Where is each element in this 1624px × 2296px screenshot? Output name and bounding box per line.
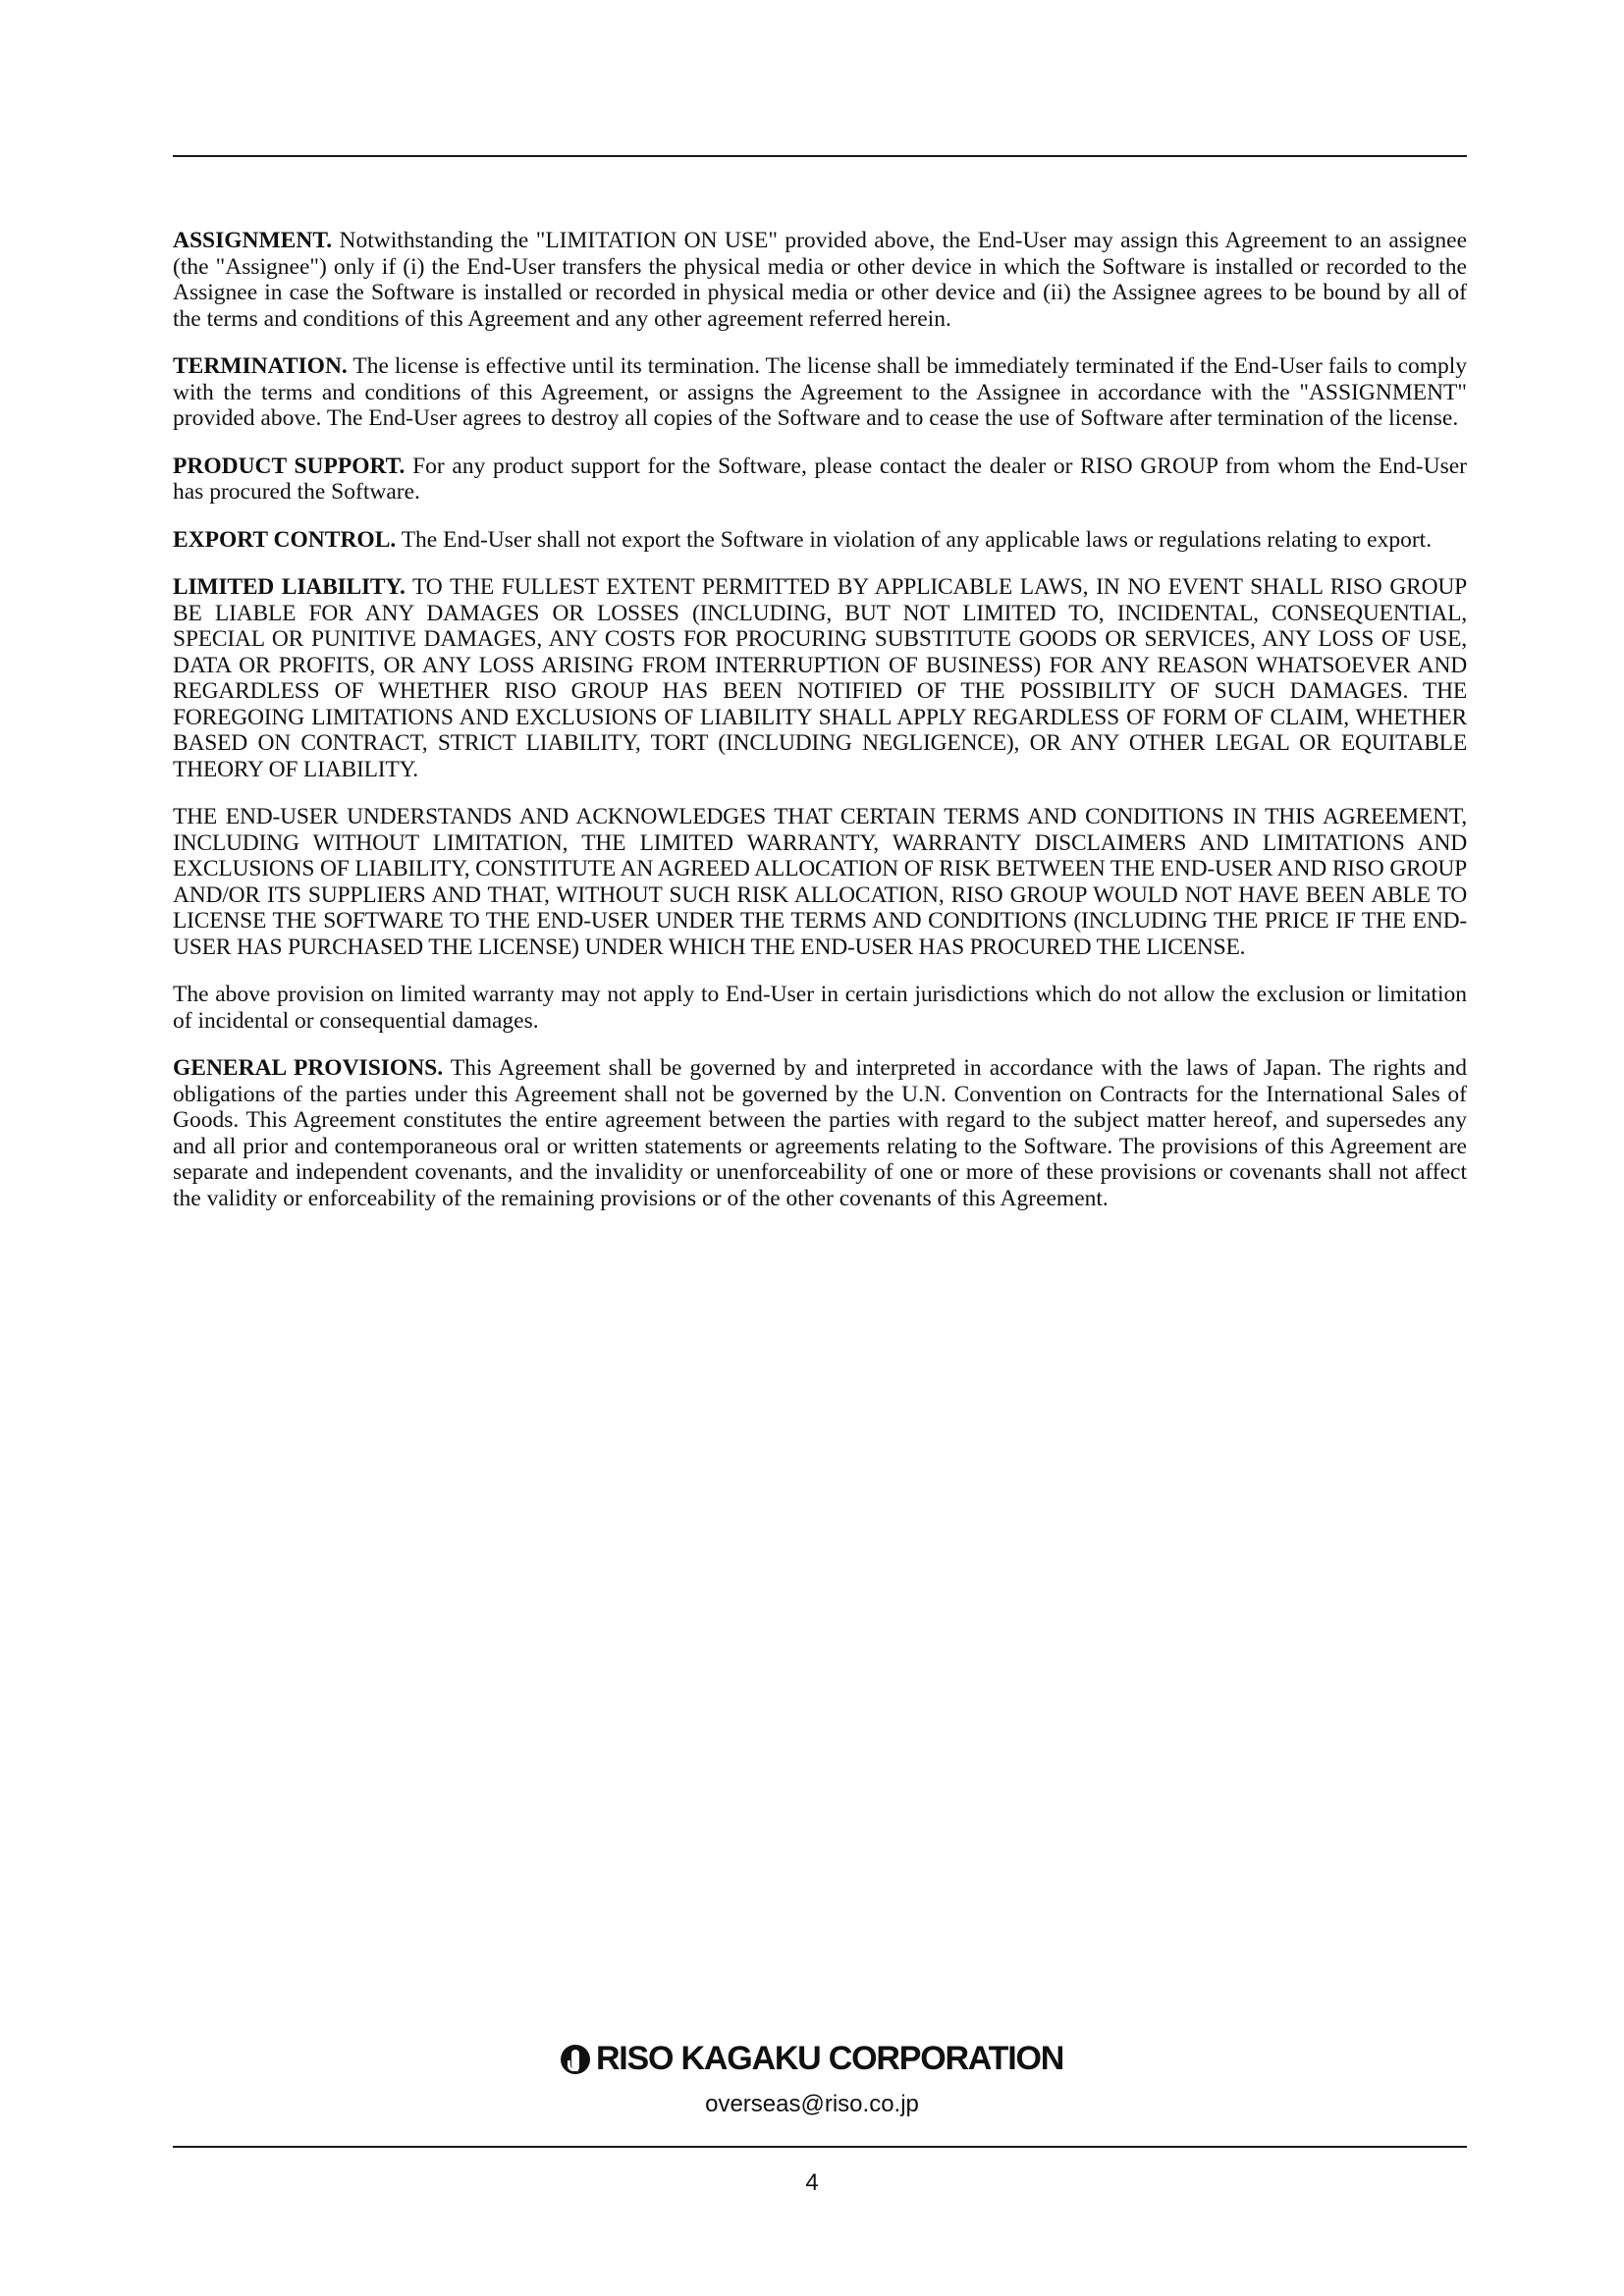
bottom-rule [173,2146,1467,2148]
page-number: 4 [805,2169,819,2196]
paragraph-heading: PRODUCT SUPPORT. [173,453,406,479]
paragraph-text: The above provision on limited warranty may not apply to End-User in certain jurisdictions which do not allow the exclusion or limitation of incidental or consequential damages. [173,982,1467,1034]
paragraph-heading: LIMITED LIABILITY. [173,574,406,600]
paragraph-text: Notwithstanding the "LIMITATION ON USE" provided above, the End-User may assign this Agreement to an assignee (the "Assignee") only if (i) the End-User transfers the physical media or other device in which the Software is installed or recorded to the Assignee in case the Software is installed or recorded in physical media or other device and (ii) the Assignee agrees to be bound by all of the terms and conditions of this Agreement and any other agreement referred herein. [173,228,1467,332]
paragraph-assignment [173,228,1467,332]
paragraph-text: THE END-USER UNDERSTANDS AND ACKNOWLEDGES THAT CERTAIN TERMS AND CONDITIONS IN THIS AGREEMENT, INCLUDING WITHOUT LIMITATION, THE LIMITED WARRANTY, WARRANTY DISCLAIMERS AND LIMITATIONS AND EXCLUSIONS OF LIABILITY, CONSTITUTE AN AGREED ALLOCATION OF RISK BETWEEN THE END-USER AND RISO GROUP AND/OR ITS SUPPLIERS AND THAT, WITHOUT SUCH RISK ALLOCATION, RISO GROUP WOULD NOT HAVE BEEN ABLE TO LICENSE THE SOFTWARE TO THE END-USER UNDER THE TERMS AND CONDITIONS (INCLUDING THE PRICE IF THE END-USER HAS PURCHASED THE LICENSE) UNDER WHICH THE END-USER HAS PROCURED THE LICENSE. [173,804,1467,960]
contact-email: overseas@riso.co.jp [705,2091,919,2117]
paragraph-text: TO THE FULLEST EXTENT PERMITTED BY APPLICABLE LAWS, IN NO EVENT SHALL RISO GROUP BE LIABLE FOR ANY DAMAGES OR LOSSES (INCLUDING, BUT NOT LIMITED TO, INCIDENTAL, CONSEQUENTIAL, SPECIAL OR PUNITIVE DAMAGES, ANY COSTS FOR PROCURING SUBSTITUTE GOODS OR SERVICES, ANY LOSS OF USE, DATA OR PROFITS, OR ANY LOSS ARISING FROM INTERRUPTION OF BUSINESS) FOR ANY REASON WHATSOEVER AND REGARDLESS OF WHETHER RISO GROUP HAS BEEN NOTIFIED OF THE POSSIBILITY OF SUCH DAMAGES. THE FOREGOING LIMITATIONS AND EXCLUSIONS OF LIABILITY SHALL APPLY REGARDLESS OF FORM OF CLAIM, WHETHER BASED ON CONTRACT, STRICT LIABILITY, TORT (INCLUDING NEGLIGENCE), OR ANY OTHER LEGAL OR EQUITABLE THEORY OF LIABILITY. [173,574,1467,782]
paragraph-heading: TERMINATION. [173,353,348,379]
paragraph-text: For any product support for the Software, please contact the dealer or RISO GROUP from whom the End-User has procured the Software. [173,453,1467,505]
paragraph-limited-liability [173,574,1467,782]
paragraph-export-control [173,527,1467,554]
paragraph-heading: GENERAL PROVISIONS. [173,1055,444,1081]
paragraph-text: The license is effective until its termination. The license shall be immediately terminated if the End-User fails to comply with the terms and conditions of this Agreement, or assigns the Agreement to the Assignee in accordance with the "ASSIGNMENT" provided above. The End-User agrees to destroy all copies of the Software and to cease the use of Software after termination of the license. [173,353,1467,431]
paragraph-heading: ASSIGNMENT. [173,228,333,253]
paragraph-product-support [173,454,1467,506]
paragraph-warranty-provision [173,982,1467,1034]
paragraph-heading: EXPORT CONTROL. [173,526,397,553]
riso-logo-icon [561,2045,590,2074]
company-logo [0,2040,1624,2079]
paragraph-acknowledgement [173,804,1467,960]
agreement-body [173,228,1467,1233]
paragraph-termination [173,353,1467,432]
company-name: RISO KAGAKU CORPORATION [595,2040,1064,2077]
paragraph-text: The End-User shall not export the Software in violation of any applicable laws or regulations relating to export. [396,526,1433,553]
paragraph-general-provisions [173,1055,1467,1211]
paragraph-text: This Agreement shall be governed by and interpreted in accordance with the laws of Japan. The rights and obligations of the parties under this Agreement shall not be governed by the U.N. Convention on Contracts for the International Sales of Goods. This Agreement constitutes the entire agreement between the parties with regard to the subject matter hereof, and supersedes any and all prior and contemporaneous oral or written statements or agreements relating to the Software. The provisions of this Agreement are separate and independent covenants, and the invalidity or unenforceability of one or more of these provisions or covenants shall not affect the validity or enforceability of the remaining provisions or of the other covenants of this Agreement. [173,1055,1467,1211]
top-rule [173,155,1467,157]
